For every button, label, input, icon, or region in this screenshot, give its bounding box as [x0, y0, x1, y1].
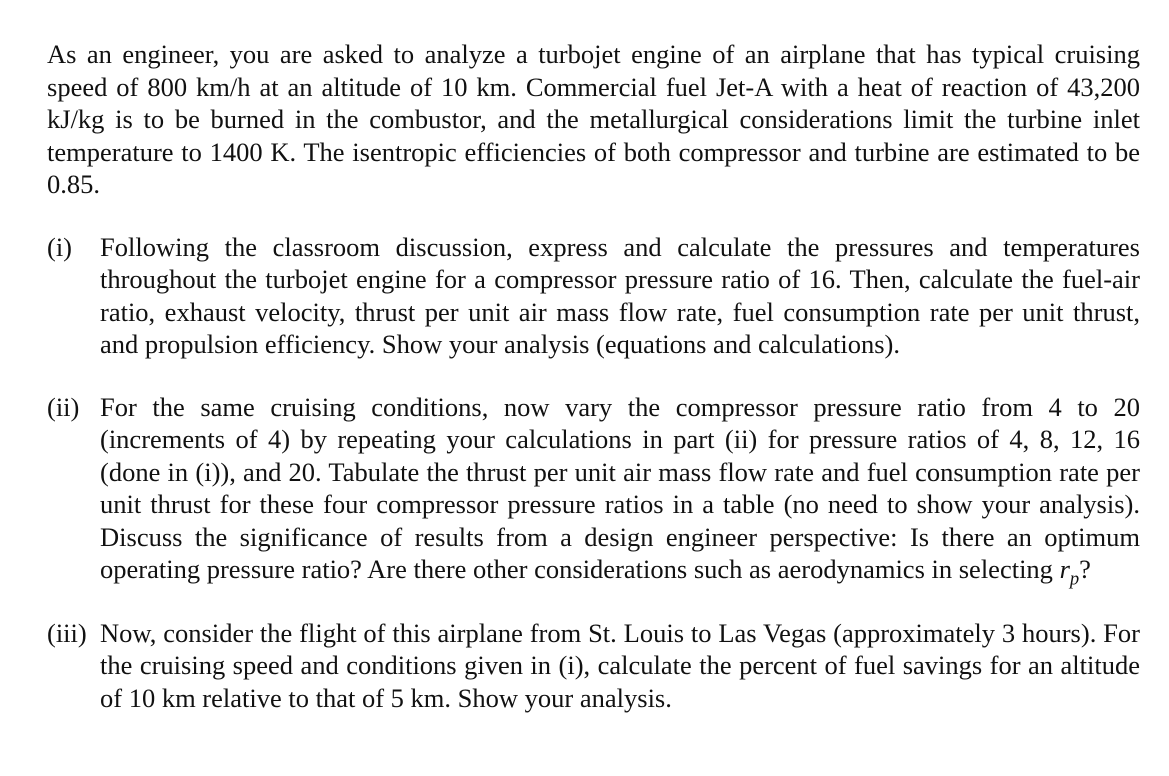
intro-paragraph: As an engineer, you are asked to analyze a turbojet engine of an airplane that has typical cruising speed of 800 km/h at an altitude of 10 km. Commercial fuel Jet-A with a heat of reaction of 43,200 kJ/kg is to be burned in the combustor, and the metallurgical considerations limit the turbine inlet temperature to 1400 K. The isentropic efficiencies of both compressor and turbine are estimated to be 0.85. [47, 39, 1140, 199]
part-i-label: (i) [47, 231, 73, 262]
part-ii-text: For the same cruising conditions, now vary the compressor pressure ratio from 4 to 20 (increments of 4) by repeating your calculations in part (ii) for pressure ratios of 4, 8, 12, 16 (done in (i)), and 20. Tabulate the thrust per unit air mass flow rate and fuel consumption rate per unit thrust for these four compressor pressure ratios in a table (no need to show your analysis). Discuss the significance of results from a design engineer perspective: Is there an optimum operating pressure ratio? Are there other considerations such as aerodynamics in selecting [100, 391, 1140, 584]
part-ii [47, 391, 1140, 590]
part-i-text: Following the classroom discussion, express and calculate the pressures and temperatures throughout the turbojet engine for a compressor pressure ratio of 16. Then, calculate the fuel-air ratio, exhaust velocity, thrust per unit air mass flow rate, fuel consumption rate per unit thrust, and propulsion efficiency. Show your analysis (equations and calculations). [100, 231, 1140, 359]
part-ii-text-end: ? [1079, 554, 1091, 584]
part-ii-label: (ii) [47, 391, 80, 422]
pressure-ratio-symbol [1059, 554, 1080, 590]
part-i [47, 231, 1140, 361]
part-iii-label: (iii) [47, 617, 87, 648]
part-iii [47, 617, 1140, 715]
problem-statement [47, 38, 1140, 714]
pressure-ratio-letter: r [1059, 554, 1070, 584]
part-ii-body [100, 391, 1140, 590]
part-iii-text: Now, consider the flight of this airplane from St. Louis to Las Vegas (approximately 3 hours). For the cruising speed and conditions given in (i), calculate the percent of fuel savings for an altitude of 10 km relative to that of 5 km. Show your analysis. [100, 617, 1140, 713]
pressure-ratio-subscript: p [1069, 568, 1080, 590]
